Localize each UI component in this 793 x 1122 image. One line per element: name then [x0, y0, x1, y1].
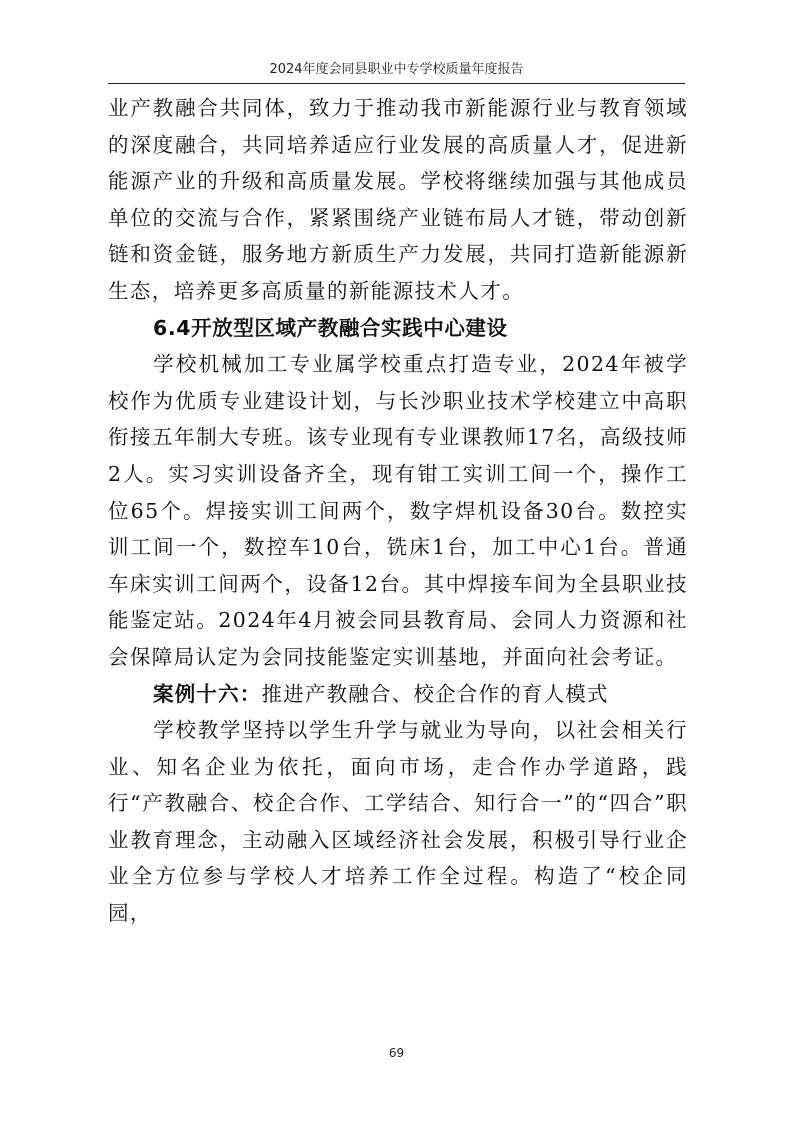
- case-paragraph: 学校教学坚持以学生升学与就业为导向，以社会相关行业、知名企业为依托，面向市场，走合作办学道路，践行“产教融合、校企合作、工学结合、知行合一”的“四合”职业教育理念，主动融入区域经济社会发展，积极引导行业企业全方位参与学校人才培养工作全过程。构造了“校企同园，: [108, 718, 688, 926]
- continued-paragraph: 业产教融合共同体，致力于推动我市新能源行业与教育领域的深度融合，共同培养适应行业发展的高质量人才，促进新能源产业的升级和高质量发展。学校将继续加强与其他成员单位的交流与合作，紧紧围绕产业链布局人才链，带动创新链和资金链，服务地方新质生产力发展，共同打造新能源新生态，培养更多高质量的新能源技术人才。: [108, 96, 688, 303]
- header-divider: [108, 83, 685, 84]
- case-heading: [108, 676, 688, 713]
- page-header: [0, 62, 793, 78]
- document-body: [108, 90, 688, 932]
- section-heading: 6.4开放型区域产教融合实践中心建设: [153, 315, 508, 340]
- page-number: 69: [388, 1046, 405, 1060]
- case-label: 案例十六：: [153, 681, 262, 706]
- header-title: 2024年度会同县职业中专学校质量年度报告: [269, 62, 524, 77]
- section-paragraph: 学校机械加工专业属学校重点打造专业，2024年被学校作为优质专业建设计划，与长沙职业技术学校建立中高职衔接五年制大专班。该专业现有专业课教师17名，高级技师2人。实习实训设备齐全，现有钳工实训工间一个，操作工位65个。焊接实训工间两个，数字焊机设备30台。数控实训工间一个，数控车10台，铣床1台，加工中心1台。普通车床实训工间两个，设备12台。其中焊接车间为全县职业技能鉴定站。2024年4月被会同县教育局、会同人力资源和社会保障局认定为会同技能鉴定实训基地，并面向社会考证。: [108, 352, 688, 669]
- case-title: 推进产教融合、校企合作的育人模式: [261, 681, 609, 706]
